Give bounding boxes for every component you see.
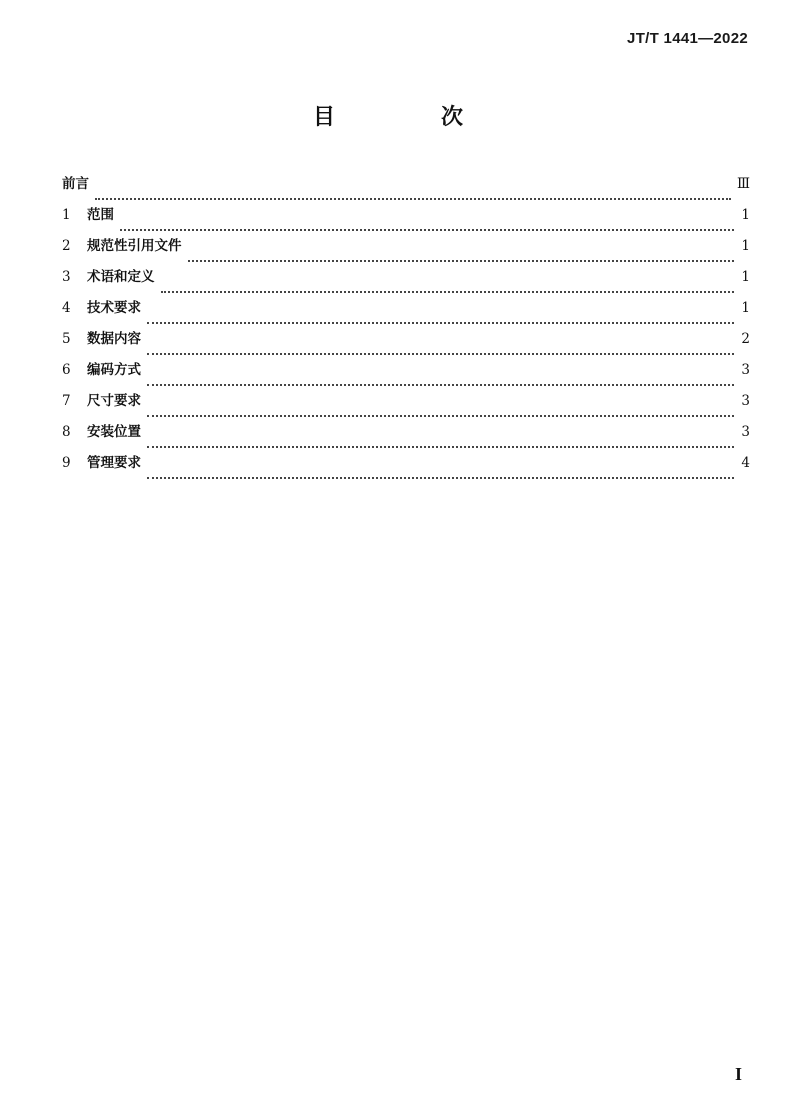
toc-entry-number: 2	[62, 238, 71, 254]
toc-entry-5[interactable]	[62, 328, 750, 359]
toc-entry-number: 8	[62, 424, 71, 440]
toc-entry-2[interactable]	[62, 235, 750, 266]
toc-entry-title: 技术要求	[87, 300, 141, 316]
dot-leader	[147, 352, 734, 355]
toc-entry-1[interactable]	[62, 204, 750, 235]
toc-entry-page: 1	[741, 238, 750, 254]
toc-entry-page: 1	[741, 207, 750, 223]
toc-entry-page: 3	[741, 424, 750, 440]
toc-entry-number: 6	[62, 362, 71, 378]
toc-entry-page: 1	[741, 300, 750, 316]
dot-leader	[95, 197, 731, 200]
dot-leader	[147, 383, 734, 386]
page-number: I	[734, 1064, 742, 1084]
toc-entry-foreword[interactable]	[62, 173, 750, 204]
toc-entry-title: 术语和定义	[87, 269, 155, 285]
toc-entry-number: 3	[62, 269, 71, 285]
toc-entry-9[interactable]	[62, 452, 750, 483]
standard-code: JT/T 1441—2022	[627, 30, 748, 47]
dot-leader	[161, 290, 735, 293]
toc-entry-page: 3	[741, 393, 750, 409]
table-of-contents	[62, 173, 750, 483]
toc-entry-title: 编码方式	[87, 362, 141, 378]
toc-entry-3[interactable]	[62, 266, 750, 297]
toc-entry-title: 范围	[87, 207, 114, 223]
toc-entry-page: 2	[741, 331, 750, 347]
dot-leader	[147, 445, 734, 448]
page-title: 目 次	[312, 105, 505, 130]
toc-entry-title: 安装位置	[87, 424, 141, 440]
toc-entry-page: 1	[741, 269, 750, 285]
toc-entry-page: 3	[741, 362, 750, 378]
toc-entry-4[interactable]	[62, 297, 750, 328]
toc-entry-6[interactable]	[62, 359, 750, 390]
toc-entry-7[interactable]	[62, 390, 750, 421]
toc-entry-number: 1	[62, 207, 71, 223]
toc-entry-page: 4	[741, 455, 750, 471]
toc-entry-title: 前言	[62, 176, 89, 192]
dot-leader	[188, 259, 735, 262]
toc-entry-page: Ⅲ	[736, 176, 750, 192]
dot-leader	[120, 228, 734, 231]
toc-entry-title: 数据内容	[87, 331, 141, 347]
dot-leader	[147, 321, 734, 324]
toc-entry-number: 4	[62, 300, 71, 316]
toc-entry-number: 5	[62, 331, 71, 347]
dot-leader	[147, 476, 734, 479]
toc-entry-title: 尺寸要求	[87, 393, 141, 409]
toc-entry-title: 管理要求	[87, 455, 141, 471]
dot-leader	[147, 414, 734, 417]
toc-entry-number: 7	[62, 393, 71, 409]
toc-entry-8[interactable]	[62, 421, 750, 452]
toc-entry-number: 9	[62, 455, 71, 471]
toc-entry-title: 规范性引用文件	[87, 238, 182, 254]
